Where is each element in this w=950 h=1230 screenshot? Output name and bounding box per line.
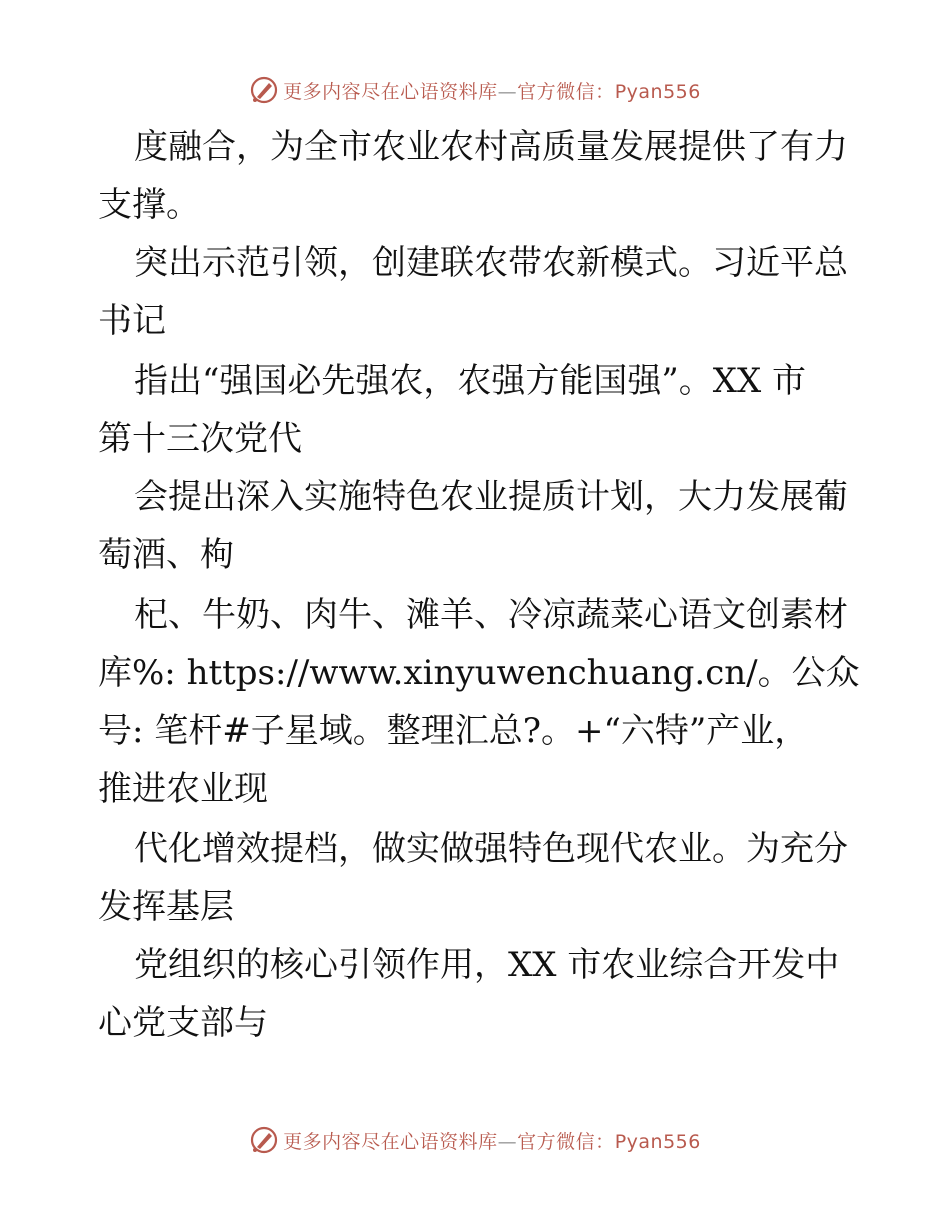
header-contact-id: Pyan556 <box>614 80 701 103</box>
header-separator: — <box>497 80 518 103</box>
footer-contact-label: 官方微信： <box>517 1130 615 1153</box>
header-contact-label: 官方微信： <box>517 80 615 103</box>
body-line: 库%: https://www.xinyuwenchuang.cn/。公众 <box>98 653 860 693</box>
body-line: 突出示范引领，创建联农带农新模式。习近平总 <box>134 243 848 283</box>
footer-contact-id: Pyan556 <box>614 1130 701 1153</box>
body-line: 党组织的核心引领作用，XX 市农业综合开发中 <box>134 945 840 985</box>
pen-nib-logo-icon <box>249 1125 279 1155</box>
body-line: 度融合，为全市农业农村高质量发展提供了有力 <box>134 127 848 167</box>
footer-separator: — <box>497 1130 518 1153</box>
body-line: 号: 笔杆#子星域。整理汇总?。+“六特”产业， <box>98 711 809 751</box>
pen-nib-logo-icon <box>249 75 279 105</box>
body-line: 萄酒、枸 <box>98 535 234 575</box>
body-line: 发挥基层 <box>98 887 234 927</box>
header-banner <box>0 70 950 110</box>
footer-brand: 更多内容尽在心语资料库 <box>283 1130 498 1153</box>
body-line: 心党支部与 <box>98 1003 268 1043</box>
body-line: 推进农业现 <box>98 769 268 809</box>
body-line: 杞、牛奶、肉牛、滩羊、冷凉蔬菜心语文创素材 <box>134 595 848 635</box>
footer-banner <box>0 1120 950 1160</box>
header-brand: 更多内容尽在心语资料库 <box>283 80 498 103</box>
body-line: 会提出深入实施特色农业提质计划，大力发展葡 <box>134 477 848 517</box>
body-line: 指出“强国必先强农，农强方能国强”。XX 市 <box>134 361 806 401</box>
body-line: 第十三次党代 <box>98 419 302 459</box>
header-brand-text <box>283 77 701 104</box>
body-line: 支撑。 <box>98 185 200 225</box>
footer-brand-text <box>283 1127 701 1154</box>
body-line: 代化增效提档，做实做强特色现代农业。为充分 <box>134 829 848 869</box>
body-line: 书记 <box>98 301 166 341</box>
